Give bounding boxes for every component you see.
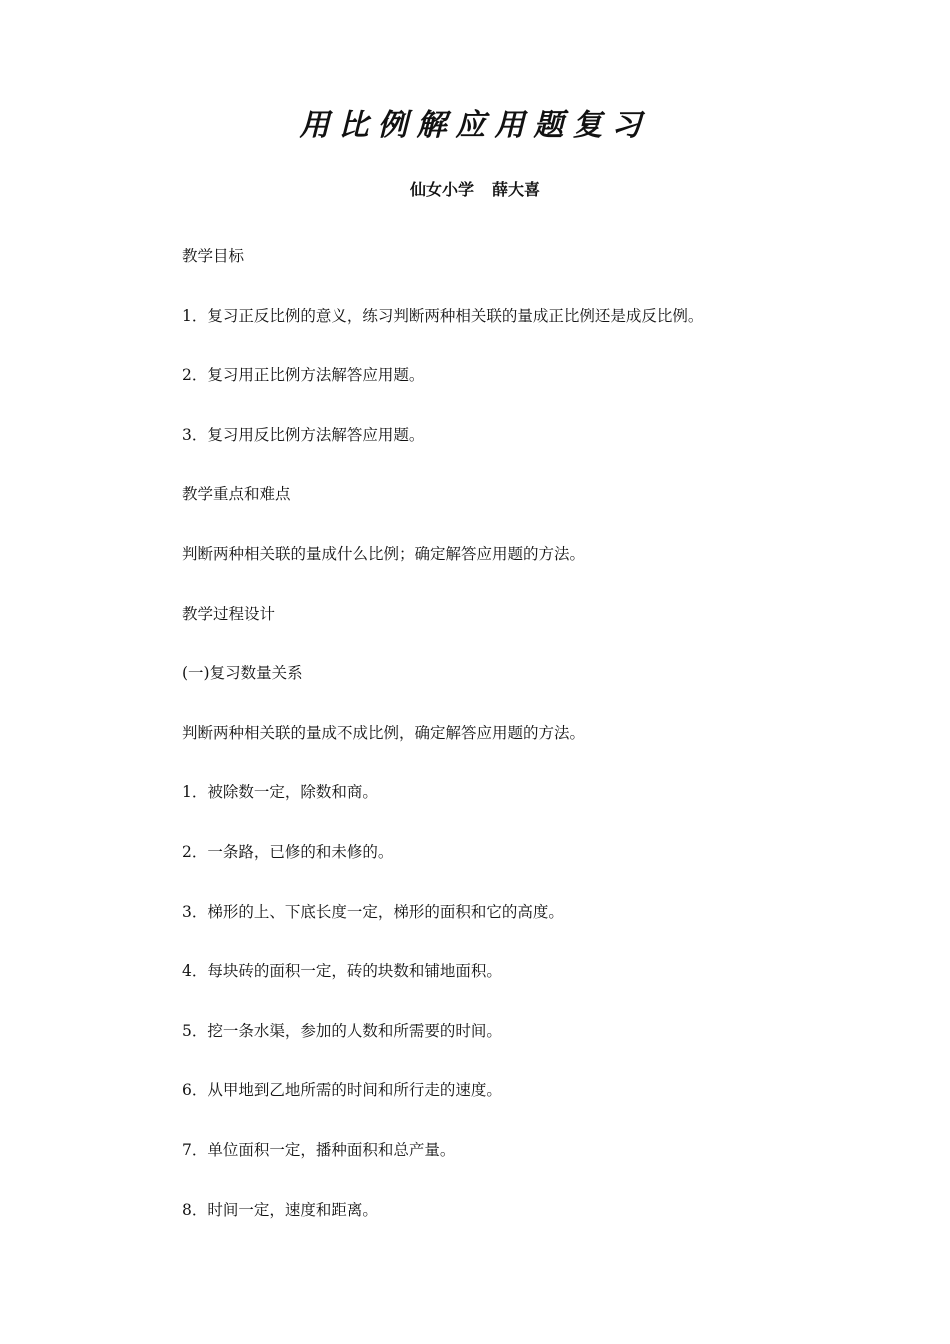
exercise-item: 4．每块砖的面积一定，砖的块数和铺地面积。 (182, 962, 502, 981)
exercise-item: 1．被除数一定，除数和商。 (182, 783, 378, 802)
exercise-item: 3．梯形的上、下底长度一定，梯形的面积和它的高度。 (182, 902, 564, 921)
paragraph: 判断两种相关联的量成什么比例；确定解答应用题的方法。 (182, 544, 586, 563)
exercise-item: 6．从甲地到乙地所需的时间和所行走的速度。 (182, 1081, 502, 1100)
objective-item: 1．复习正反比例的意义，练习判断两种相关联的量成正比例还是成反比例。 (182, 306, 704, 325)
document-title: 用比例解应用题复习 (299, 108, 651, 143)
section-heading-process: 教学过程设计 (182, 604, 276, 623)
subsection-heading: (一)复习数量关系 (182, 664, 303, 683)
exercise-item: 8．时间一定，速度和距离。 (182, 1200, 378, 1219)
exercise-item: 5．挖一条水渠，参加的人数和所需要的时间。 (182, 1021, 502, 1040)
exercise-item: 2．一条路，已修的和未修的。 (182, 842, 394, 861)
objective-item: 3．复习用反比例方法解答应用题。 (182, 425, 425, 444)
paragraph: 判断两种相关联的量成不成比例，确定解答应用题的方法。 (182, 723, 586, 742)
byline (0, 178, 950, 202)
section-heading-key-points: 教学重点和难点 (182, 485, 291, 504)
exercise-item: 7．单位面积一定，播种面积和总产量。 (182, 1140, 456, 1159)
document-body (182, 243, 842, 1256)
author-name: 薛大喜 (492, 180, 541, 199)
school-name: 仙女小学 (409, 180, 474, 199)
objective-item: 2．复习用正比例方法解答应用题。 (182, 366, 425, 385)
section-heading-objectives: 教学目标 (182, 247, 245, 265)
